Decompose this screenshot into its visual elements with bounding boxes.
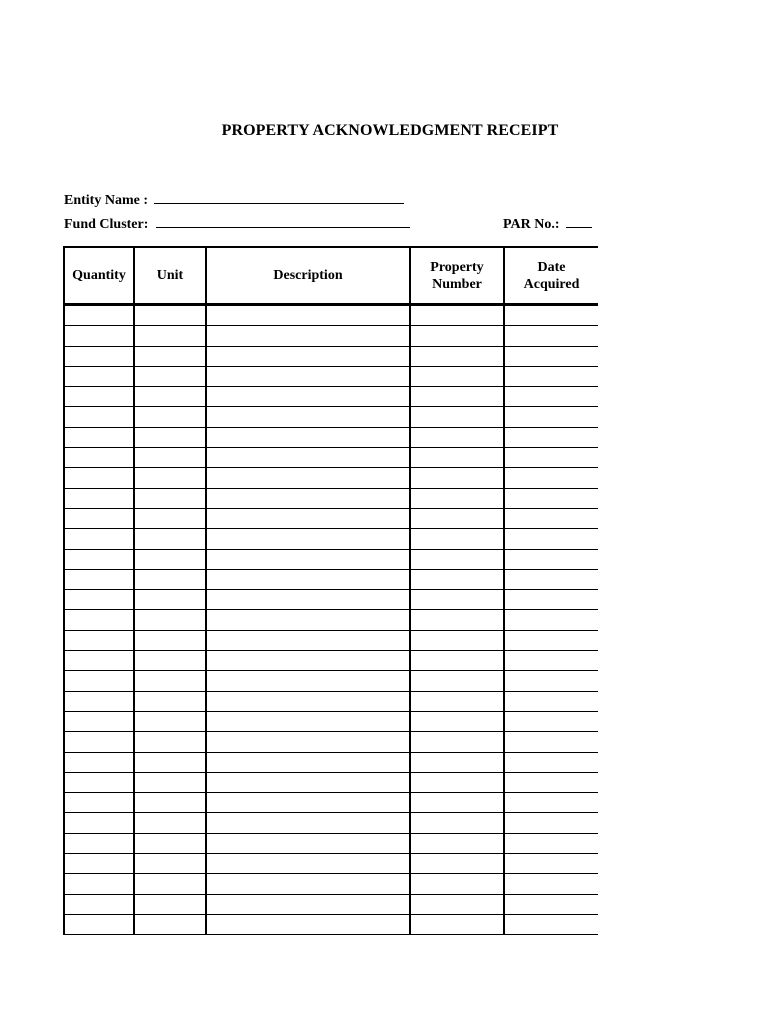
table-row (64, 691, 598, 711)
table-cell[interactable] (134, 468, 206, 488)
table-cell[interactable] (64, 732, 134, 752)
table-cell[interactable] (206, 874, 410, 894)
table-cell[interactable] (504, 732, 598, 752)
table-cell[interactable] (206, 549, 410, 569)
table-body (64, 305, 598, 935)
table-cell[interactable] (134, 772, 206, 792)
table-cell[interactable] (504, 529, 598, 549)
table-cell[interactable] (206, 630, 410, 650)
table-cell[interactable] (206, 671, 410, 691)
table-cell[interactable] (206, 894, 410, 914)
table-row (64, 813, 598, 833)
table-cell[interactable] (134, 894, 206, 914)
table-cell[interactable] (410, 569, 504, 589)
table-cell[interactable] (410, 772, 504, 792)
table-row (64, 914, 598, 934)
table-cell[interactable] (504, 366, 598, 386)
table-cell[interactable] (134, 549, 206, 569)
table-cell[interactable] (410, 874, 504, 894)
table-cell[interactable] (206, 387, 410, 407)
table-cell[interactable] (504, 833, 598, 853)
table-cell[interactable] (134, 691, 206, 711)
table-row (64, 529, 598, 549)
par-number-line[interactable] (566, 226, 592, 228)
table-cell[interactable] (504, 305, 598, 326)
table-cell[interactable] (206, 914, 410, 934)
table-cell[interactable] (206, 793, 410, 813)
table-cell[interactable] (64, 427, 134, 447)
table-cell[interactable] (134, 671, 206, 691)
table-cell[interactable] (206, 326, 410, 346)
table-cell[interactable] (64, 610, 134, 630)
table-cell[interactable] (206, 651, 410, 671)
column-header-unit (134, 247, 206, 305)
table-cell[interactable] (64, 833, 134, 853)
table-cell[interactable] (504, 387, 598, 407)
table-row (64, 671, 598, 691)
table-cell[interactable] (134, 732, 206, 752)
table-cell[interactable] (504, 874, 598, 894)
column-header-text: Quantity (72, 268, 126, 283)
table-cell[interactable] (206, 529, 410, 549)
table-row (64, 894, 598, 914)
table-cell[interactable] (504, 630, 598, 650)
table-row (64, 407, 598, 427)
table-cell[interactable] (134, 346, 206, 366)
table-cell[interactable] (64, 813, 134, 833)
table-cell[interactable] (410, 671, 504, 691)
table-cell[interactable] (504, 488, 598, 508)
table-cell[interactable] (64, 488, 134, 508)
table-cell[interactable] (504, 691, 598, 711)
table-cell[interactable] (134, 529, 206, 549)
table-row (64, 305, 598, 326)
table-cell[interactable] (410, 610, 504, 630)
column-header-text: Acquired (523, 276, 580, 292)
column-header-text: Description (273, 268, 343, 283)
table-row (64, 590, 598, 610)
table-cell[interactable] (206, 590, 410, 610)
column-header-description (206, 247, 410, 305)
table-cell[interactable] (504, 407, 598, 427)
table-cell[interactable] (206, 711, 410, 731)
table-cell[interactable] (134, 305, 206, 326)
table-cell[interactable] (64, 854, 134, 874)
table-cell[interactable] (206, 752, 410, 772)
par-number-label: PAR No.: (503, 217, 560, 232)
table-cell[interactable] (134, 630, 206, 650)
table-cell[interactable] (410, 854, 504, 874)
table-cell[interactable] (206, 448, 410, 468)
table-cell[interactable] (410, 529, 504, 549)
table-row (64, 326, 598, 346)
table-cell[interactable] (206, 508, 410, 528)
table-row (64, 549, 598, 569)
table-cell[interactable] (134, 833, 206, 853)
table-cell[interactable] (410, 732, 504, 752)
table-cell[interactable] (410, 549, 504, 569)
table-cell[interactable] (504, 752, 598, 772)
table-cell[interactable] (410, 793, 504, 813)
table-cell[interactable] (64, 894, 134, 914)
table-header-row (64, 247, 598, 305)
table-cell[interactable] (410, 833, 504, 853)
column-header-text: Number (432, 276, 482, 292)
table-cell[interactable] (134, 366, 206, 386)
table-cell[interactable] (410, 326, 504, 346)
table-row (64, 448, 598, 468)
table-row (64, 569, 598, 589)
table-cell[interactable] (134, 854, 206, 874)
table-cell[interactable] (504, 468, 598, 488)
table-cell[interactable] (410, 590, 504, 610)
property-table-container (63, 246, 598, 935)
table-cell[interactable] (64, 448, 134, 468)
table-cell[interactable] (64, 752, 134, 772)
table-cell[interactable] (206, 488, 410, 508)
document-title: PROPERTY ACKNOWLEDGMENT RECEIPT (221, 122, 559, 139)
table-cell[interactable] (206, 610, 410, 630)
table-cell[interactable] (410, 427, 504, 447)
table-cell[interactable] (64, 671, 134, 691)
table-cell[interactable] (206, 407, 410, 427)
table-cell[interactable] (64, 914, 134, 934)
table-cell[interactable] (206, 366, 410, 386)
table-cell[interactable] (134, 651, 206, 671)
column-header-text: Unit (156, 268, 184, 283)
table-row (64, 468, 598, 488)
table-cell[interactable] (134, 488, 206, 508)
table-cell[interactable] (410, 387, 504, 407)
table-row (64, 711, 598, 731)
table-cell[interactable] (410, 711, 504, 731)
table-cell[interactable] (410, 894, 504, 914)
table-cell[interactable] (134, 793, 206, 813)
table-row (64, 488, 598, 508)
column-header-text: Date (537, 259, 566, 275)
table-cell[interactable] (504, 651, 598, 671)
table-cell[interactable] (134, 448, 206, 468)
table-row (64, 651, 598, 671)
table-row (64, 752, 598, 772)
entity-name-label: Entity Name : (64, 193, 148, 208)
table-cell[interactable] (504, 854, 598, 874)
column-header-quantity (64, 247, 134, 305)
table-cell[interactable] (410, 508, 504, 528)
table-cell[interactable] (64, 630, 134, 650)
table-row (64, 772, 598, 792)
table-cell[interactable] (134, 427, 206, 447)
table-cell[interactable] (134, 508, 206, 528)
table-row (64, 387, 598, 407)
table-cell[interactable] (504, 793, 598, 813)
table-cell[interactable] (134, 914, 206, 934)
table-cell[interactable] (134, 711, 206, 731)
table-cell[interactable] (206, 833, 410, 853)
table-cell[interactable] (134, 813, 206, 833)
table-cell[interactable] (64, 326, 134, 346)
table-cell[interactable] (410, 691, 504, 711)
fund-cluster-line[interactable] (156, 226, 410, 228)
table-cell[interactable] (410, 346, 504, 366)
table-cell[interactable] (206, 772, 410, 792)
table-cell[interactable] (134, 590, 206, 610)
table-cell[interactable] (410, 752, 504, 772)
table-cell[interactable] (206, 854, 410, 874)
table-row (64, 508, 598, 528)
table-cell[interactable] (504, 813, 598, 833)
table-row (64, 874, 598, 894)
table-cell[interactable] (504, 549, 598, 569)
table-cell[interactable] (134, 569, 206, 589)
table-cell[interactable] (64, 366, 134, 386)
table-cell[interactable] (134, 610, 206, 630)
property-table (63, 246, 598, 935)
table-row (64, 854, 598, 874)
table-cell[interactable] (206, 305, 410, 326)
table-cell[interactable] (64, 569, 134, 589)
table-cell[interactable] (410, 468, 504, 488)
table-cell[interactable] (64, 874, 134, 894)
table-cell[interactable] (410, 651, 504, 671)
table-cell[interactable] (206, 346, 410, 366)
table-cell[interactable] (504, 569, 598, 589)
table-cell[interactable] (504, 671, 598, 691)
table-cell[interactable] (410, 366, 504, 386)
table-cell[interactable] (134, 874, 206, 894)
table-cell[interactable] (504, 427, 598, 447)
fund-cluster-field[interactable] (64, 217, 410, 233)
table-cell[interactable] (64, 346, 134, 366)
table-cell[interactable] (134, 387, 206, 407)
table-cell[interactable] (134, 326, 206, 346)
table-cell[interactable] (504, 711, 598, 731)
table-cell[interactable] (504, 894, 598, 914)
table-cell[interactable] (64, 549, 134, 569)
table-cell[interactable] (410, 407, 504, 427)
table-cell[interactable] (64, 651, 134, 671)
column-header-property-number (410, 247, 504, 305)
table-row (64, 427, 598, 447)
table-cell[interactable] (64, 772, 134, 792)
table-row (64, 793, 598, 813)
table-cell[interactable] (64, 793, 134, 813)
table-cell[interactable] (64, 387, 134, 407)
table-cell[interactable] (504, 610, 598, 630)
table-cell[interactable] (504, 508, 598, 528)
table-cell[interactable] (64, 529, 134, 549)
table-cell[interactable] (64, 508, 134, 528)
table-cell[interactable] (504, 448, 598, 468)
table-cell[interactable] (134, 752, 206, 772)
table-row (64, 366, 598, 386)
table-cell[interactable] (64, 305, 134, 326)
table-cell[interactable] (410, 448, 504, 468)
table-cell[interactable] (410, 914, 504, 934)
entity-name-line[interactable] (154, 202, 404, 204)
table-cell[interactable] (504, 772, 598, 792)
par-number-field[interactable] (503, 217, 592, 233)
entity-name-field[interactable] (64, 193, 404, 209)
table-cell[interactable] (206, 813, 410, 833)
table-cell[interactable] (410, 630, 504, 650)
table-cell[interactable] (504, 914, 598, 934)
table-cell[interactable] (504, 590, 598, 610)
table-cell[interactable] (206, 569, 410, 589)
table-cell[interactable] (64, 407, 134, 427)
table-cell[interactable] (134, 407, 206, 427)
table-row (64, 732, 598, 752)
table-cell[interactable] (410, 305, 504, 326)
table-cell[interactable] (206, 732, 410, 752)
table-cell[interactable] (64, 590, 134, 610)
column-header-date-acquired (504, 247, 598, 305)
table-cell[interactable] (410, 813, 504, 833)
table-cell[interactable] (206, 691, 410, 711)
column-header-text: Property (430, 259, 484, 275)
table-cell[interactable] (504, 346, 598, 366)
table-row (64, 346, 598, 366)
table-row (64, 833, 598, 853)
table-cell[interactable] (64, 691, 134, 711)
table-cell[interactable] (64, 468, 134, 488)
table-cell[interactable] (206, 427, 410, 447)
table-cell[interactable] (64, 711, 134, 731)
table-cell[interactable] (206, 468, 410, 488)
table-cell[interactable] (504, 326, 598, 346)
table-row (64, 610, 598, 630)
fund-cluster-label: Fund Cluster: (64, 217, 149, 232)
table-row (64, 630, 598, 650)
table-cell[interactable] (410, 488, 504, 508)
